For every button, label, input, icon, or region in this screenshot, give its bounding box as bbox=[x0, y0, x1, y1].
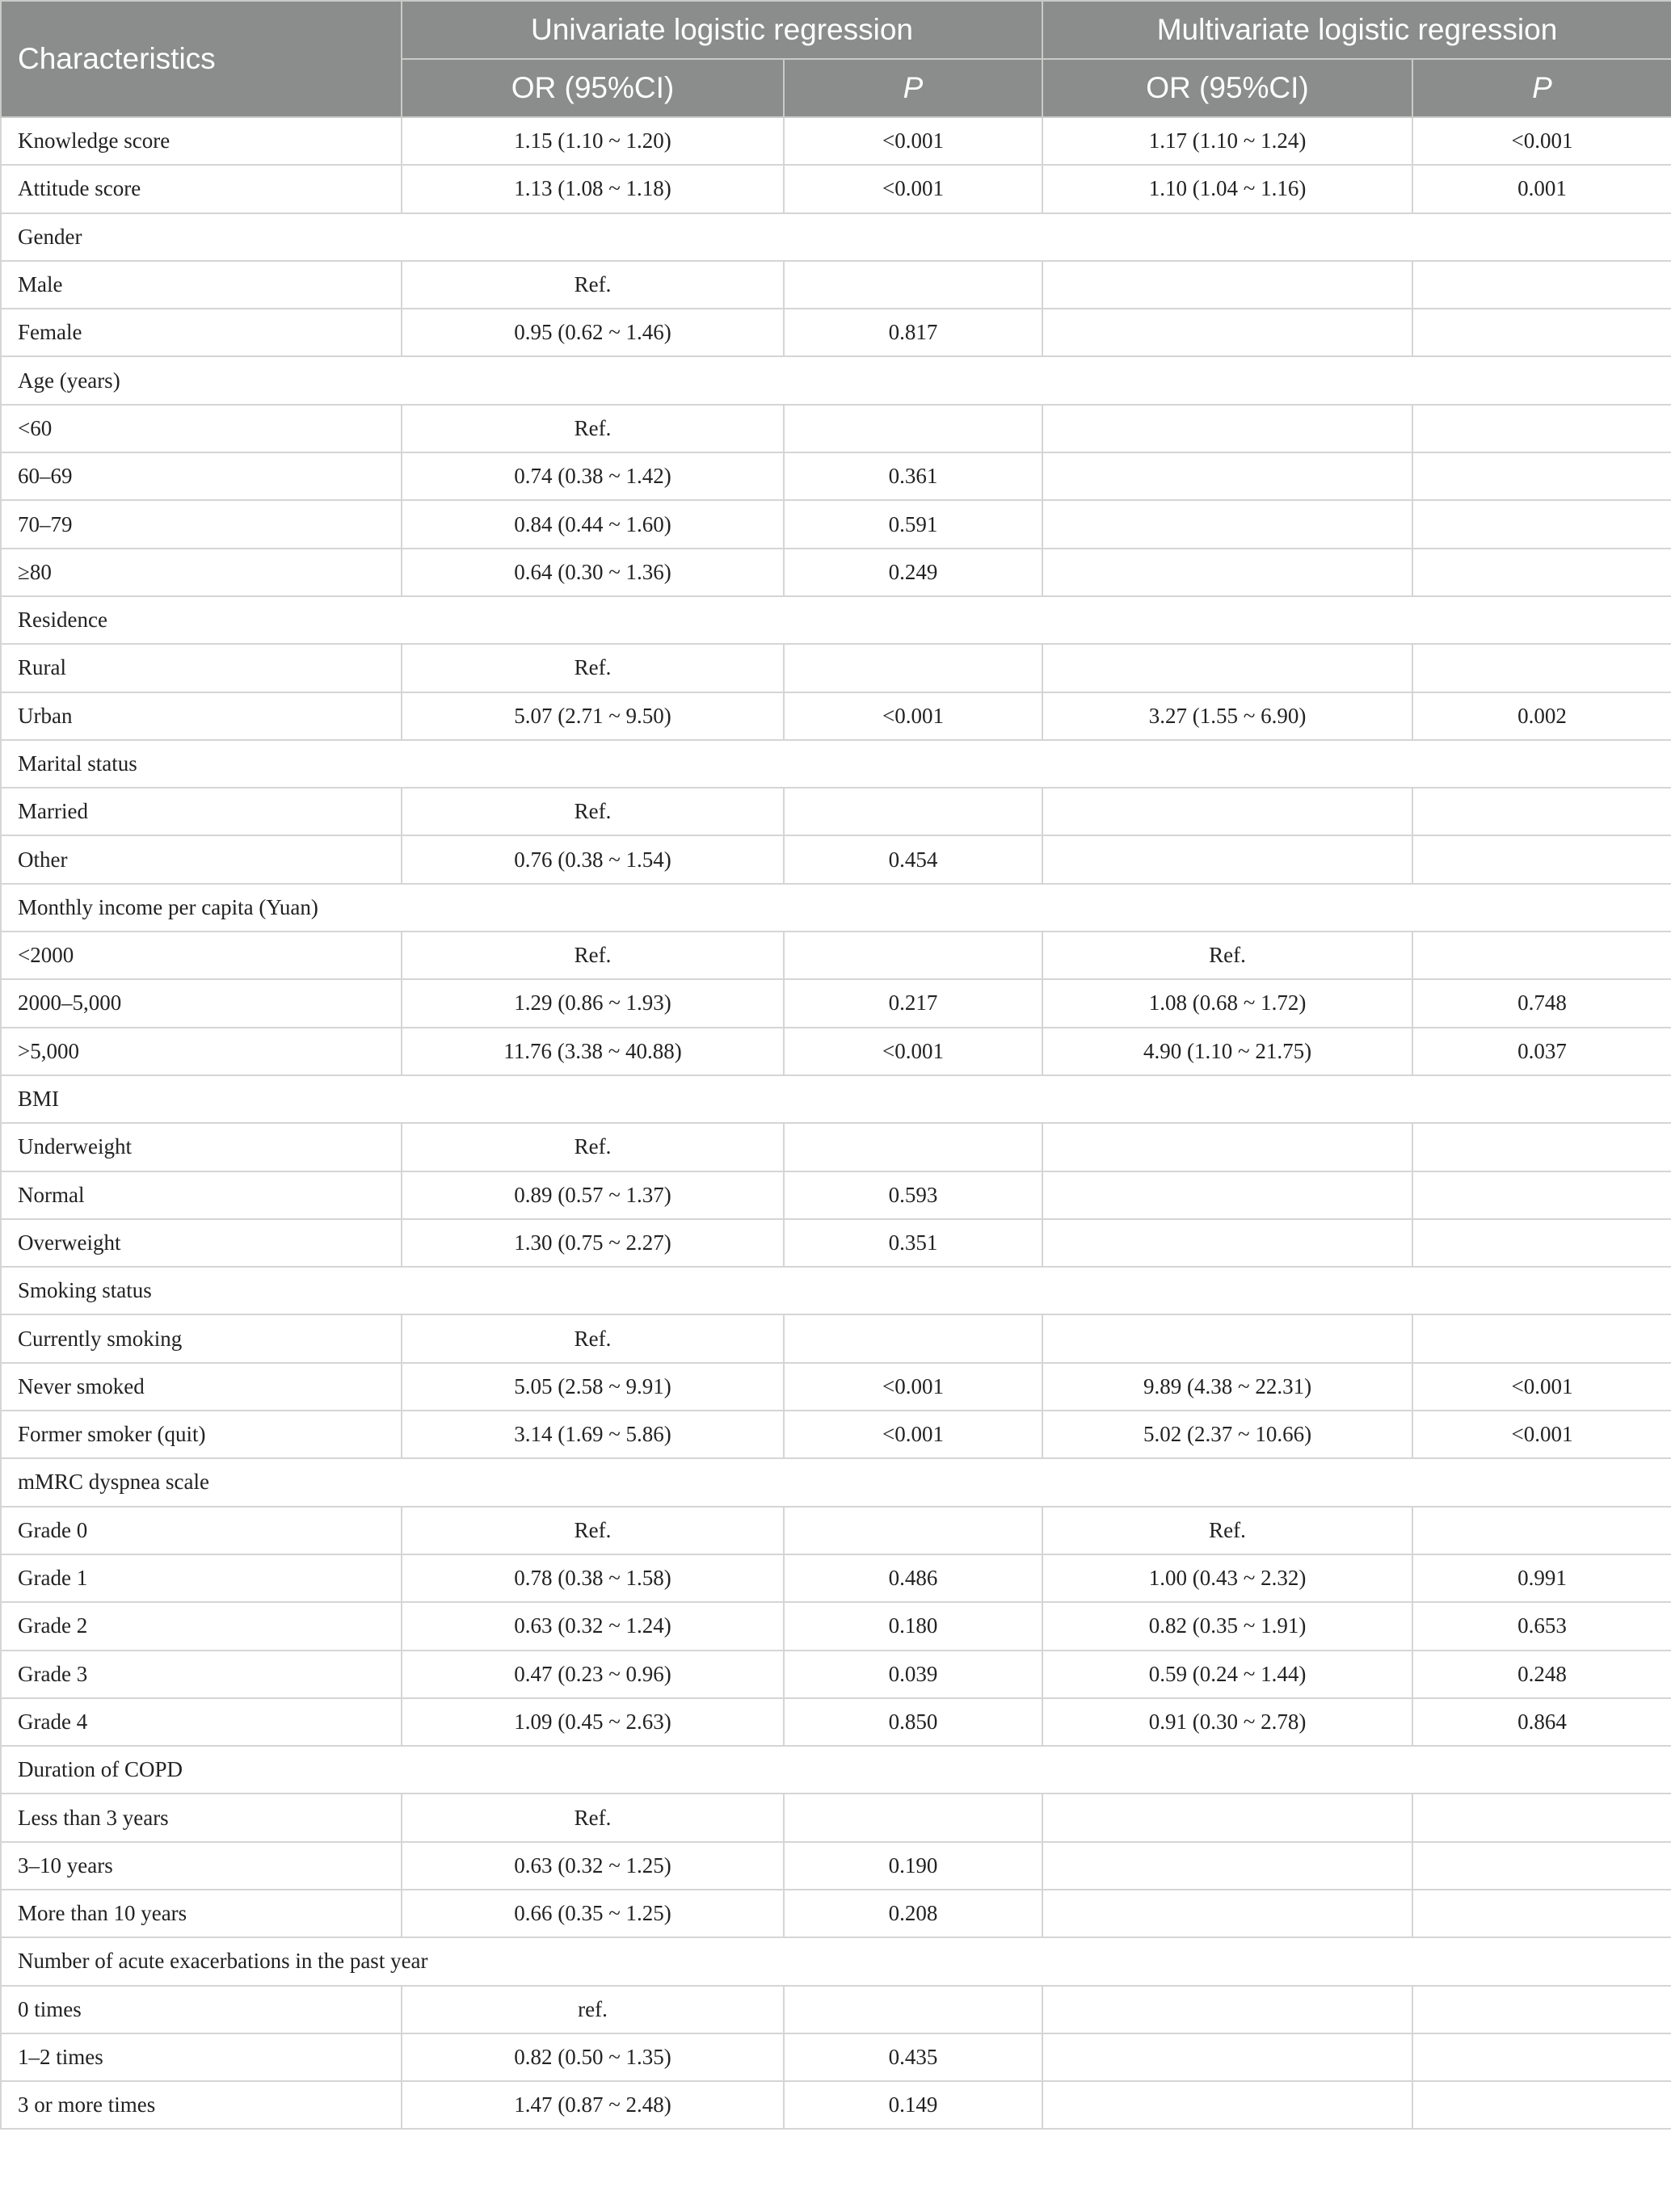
univariate-or-cell: 11.76 (3.38 ~ 40.88) bbox=[402, 1028, 784, 1075]
header-multivariate: Multivariate logistic regression bbox=[1042, 1, 1671, 59]
multivariate-p-cell bbox=[1412, 2033, 1671, 2081]
univariate-or-cell: 0.66 (0.35 ~ 1.25) bbox=[402, 1890, 784, 1937]
multivariate-or-cell bbox=[1042, 788, 1412, 835]
multivariate-or-cell: 3.27 (1.55 ~ 6.90) bbox=[1042, 692, 1412, 740]
multivariate-or-cell bbox=[1042, 835, 1412, 883]
row-label: Less than 3 years bbox=[1, 1794, 402, 1841]
multivariate-p-cell bbox=[1412, 1219, 1671, 1267]
univariate-or-cell: Ref. bbox=[402, 788, 784, 835]
section-row bbox=[1, 1075, 1671, 1123]
table-row bbox=[1, 452, 1671, 500]
univariate-or-cell: 1.29 (0.86 ~ 1.93) bbox=[402, 979, 784, 1027]
multivariate-p-cell bbox=[1412, 309, 1671, 356]
univariate-or-cell: 0.63 (0.32 ~ 1.24) bbox=[402, 1602, 784, 1650]
multivariate-or-cell: 1.10 (1.04 ~ 1.16) bbox=[1042, 165, 1412, 212]
multivariate-or-cell bbox=[1042, 644, 1412, 692]
row-label: Attitude score bbox=[1, 165, 402, 212]
multivariate-or-cell bbox=[1042, 452, 1412, 500]
multivariate-or-cell bbox=[1042, 549, 1412, 596]
multivariate-p-cell: <0.001 bbox=[1412, 1411, 1671, 1458]
multivariate-p-cell bbox=[1412, 1123, 1671, 1171]
header-univariate: Univariate logistic regression bbox=[402, 1, 1042, 59]
univariate-or-cell: 1.30 (0.75 ~ 2.27) bbox=[402, 1219, 784, 1267]
table-row bbox=[1, 692, 1671, 740]
section-row bbox=[1, 213, 1671, 261]
multivariate-or-cell bbox=[1042, 1314, 1412, 1362]
univariate-p-cell: 0.454 bbox=[784, 835, 1042, 883]
header-multivariate-p: P bbox=[1412, 59, 1671, 117]
table-row bbox=[1, 788, 1671, 835]
univariate-or-cell: ref. bbox=[402, 1986, 784, 2033]
univariate-p-cell: <0.001 bbox=[784, 1363, 1042, 1411]
row-label: Knowledge score bbox=[1, 117, 402, 165]
multivariate-p-cell: 0.748 bbox=[1412, 979, 1671, 1027]
row-label: Underweight bbox=[1, 1123, 402, 1171]
multivariate-or-cell bbox=[1042, 261, 1412, 309]
table-row bbox=[1, 1890, 1671, 1937]
multivariate-p-cell bbox=[1412, 1842, 1671, 1890]
row-label: Former smoker (quit) bbox=[1, 1411, 402, 1458]
multivariate-or-cell bbox=[1042, 1986, 1412, 2033]
section-row bbox=[1, 740, 1671, 788]
univariate-p-cell bbox=[784, 261, 1042, 309]
header-row-groups bbox=[1, 1, 1671, 59]
table-row bbox=[1, 1986, 1671, 2033]
univariate-or-cell: 0.82 (0.50 ~ 1.35) bbox=[402, 2033, 784, 2081]
table-row bbox=[1, 405, 1671, 452]
table-row bbox=[1, 2081, 1671, 2129]
multivariate-or-cell bbox=[1042, 405, 1412, 452]
row-label: Grade 2 bbox=[1, 1602, 402, 1650]
row-label: <2000 bbox=[1, 931, 402, 979]
table-row bbox=[1, 1794, 1671, 1841]
multivariate-or-cell: 0.91 (0.30 ~ 2.78) bbox=[1042, 1698, 1412, 1746]
table-row bbox=[1, 835, 1671, 883]
multivariate-p-cell bbox=[1412, 1171, 1671, 1219]
multivariate-p-cell bbox=[1412, 2081, 1671, 2129]
univariate-p-cell: <0.001 bbox=[784, 117, 1042, 165]
section-label: Gender bbox=[1, 213, 1671, 261]
row-label: Married bbox=[1, 788, 402, 835]
row-label: Rural bbox=[1, 644, 402, 692]
section-row bbox=[1, 1937, 1671, 1985]
table-row bbox=[1, 2033, 1671, 2081]
table-row bbox=[1, 1411, 1671, 1458]
section-row bbox=[1, 356, 1671, 404]
univariate-p-cell: <0.001 bbox=[784, 692, 1042, 740]
multivariate-p-cell: 0.037 bbox=[1412, 1028, 1671, 1075]
univariate-or-cell: 0.84 (0.44 ~ 1.60) bbox=[402, 500, 784, 548]
univariate-p-cell: 0.208 bbox=[784, 1890, 1042, 1937]
multivariate-p-cell bbox=[1412, 1794, 1671, 1841]
univariate-or-cell: Ref. bbox=[402, 405, 784, 452]
row-label: 3 or more times bbox=[1, 2081, 402, 2129]
table-row bbox=[1, 1651, 1671, 1698]
univariate-or-cell: 5.07 (2.71 ~ 9.50) bbox=[402, 692, 784, 740]
row-label: >5,000 bbox=[1, 1028, 402, 1075]
multivariate-p-cell: 0.864 bbox=[1412, 1698, 1671, 1746]
table-row bbox=[1, 165, 1671, 212]
univariate-p-cell bbox=[784, 1507, 1042, 1554]
univariate-or-cell: Ref. bbox=[402, 1507, 784, 1554]
univariate-or-cell: 0.47 (0.23 ~ 0.96) bbox=[402, 1651, 784, 1698]
table-row bbox=[1, 644, 1671, 692]
row-label: Never smoked bbox=[1, 1363, 402, 1411]
table-row bbox=[1, 309, 1671, 356]
multivariate-p-cell bbox=[1412, 405, 1671, 452]
multivariate-or-cell bbox=[1042, 500, 1412, 548]
multivariate-p-cell bbox=[1412, 835, 1671, 883]
section-label: Duration of COPD bbox=[1, 1746, 1671, 1794]
univariate-p-cell: 0.591 bbox=[784, 500, 1042, 548]
table-row bbox=[1, 1842, 1671, 1890]
multivariate-p-cell bbox=[1412, 644, 1671, 692]
univariate-or-cell: 3.14 (1.69 ~ 5.86) bbox=[402, 1411, 784, 1458]
header-univariate-or: OR (95%CI) bbox=[402, 59, 784, 117]
univariate-p-cell: 0.486 bbox=[784, 1554, 1042, 1602]
univariate-p-cell: <0.001 bbox=[784, 165, 1042, 212]
univariate-or-cell: Ref. bbox=[402, 1794, 784, 1841]
row-label: 3–10 years bbox=[1, 1842, 402, 1890]
univariate-p-cell bbox=[784, 644, 1042, 692]
multivariate-p-cell bbox=[1412, 500, 1671, 548]
multivariate-p-cell: 0.653 bbox=[1412, 1602, 1671, 1650]
multivariate-or-cell bbox=[1042, 2033, 1412, 2081]
multivariate-p-cell: 0.002 bbox=[1412, 692, 1671, 740]
multivariate-p-cell bbox=[1412, 452, 1671, 500]
multivariate-or-cell bbox=[1042, 2081, 1412, 2129]
univariate-or-cell: 5.05 (2.58 ~ 9.91) bbox=[402, 1363, 784, 1411]
multivariate-or-cell: Ref. bbox=[1042, 931, 1412, 979]
row-label: Urban bbox=[1, 692, 402, 740]
table-row bbox=[1, 1507, 1671, 1554]
multivariate-or-cell: Ref. bbox=[1042, 1507, 1412, 1554]
univariate-or-cell: Ref. bbox=[402, 261, 784, 309]
table-row bbox=[1, 1363, 1671, 1411]
univariate-p-cell bbox=[784, 788, 1042, 835]
univariate-p-cell bbox=[784, 1123, 1042, 1171]
section-label: Residence bbox=[1, 596, 1671, 644]
multivariate-or-cell: 0.59 (0.24 ~ 1.44) bbox=[1042, 1651, 1412, 1698]
header-characteristics: Characteristics bbox=[1, 1, 402, 117]
table-header bbox=[1, 1, 1671, 117]
section-row bbox=[1, 596, 1671, 644]
section-row bbox=[1, 1746, 1671, 1794]
univariate-or-cell: Ref. bbox=[402, 1314, 784, 1362]
univariate-or-cell: 0.95 (0.62 ~ 1.46) bbox=[402, 309, 784, 356]
multivariate-or-cell: 4.90 (1.10 ~ 21.75) bbox=[1042, 1028, 1412, 1075]
multivariate-p-cell: 0.248 bbox=[1412, 1651, 1671, 1698]
section-label: mMRC dyspnea scale bbox=[1, 1458, 1671, 1506]
multivariate-p-cell: 0.991 bbox=[1412, 1554, 1671, 1602]
univariate-p-cell: <0.001 bbox=[784, 1028, 1042, 1075]
table-row bbox=[1, 1171, 1671, 1219]
row-label: 60–69 bbox=[1, 452, 402, 500]
row-label: <60 bbox=[1, 405, 402, 452]
multivariate-or-cell bbox=[1042, 309, 1412, 356]
univariate-or-cell: 1.09 (0.45 ~ 2.63) bbox=[402, 1698, 784, 1746]
univariate-or-cell: 0.63 (0.32 ~ 1.25) bbox=[402, 1842, 784, 1890]
multivariate-p-cell bbox=[1412, 1314, 1671, 1362]
multivariate-p-cell bbox=[1412, 931, 1671, 979]
univariate-p-cell: 0.361 bbox=[784, 452, 1042, 500]
row-label: Other bbox=[1, 835, 402, 883]
univariate-or-cell: 0.74 (0.38 ~ 1.42) bbox=[402, 452, 784, 500]
multivariate-p-cell bbox=[1412, 1890, 1671, 1937]
univariate-or-cell: 1.13 (1.08 ~ 1.18) bbox=[402, 165, 784, 212]
univariate-p-cell bbox=[784, 405, 1042, 452]
row-label: Overweight bbox=[1, 1219, 402, 1267]
table-row bbox=[1, 117, 1671, 165]
table-row bbox=[1, 1554, 1671, 1602]
table-body bbox=[1, 117, 1671, 2129]
row-label: Male bbox=[1, 261, 402, 309]
section-label: BMI bbox=[1, 1075, 1671, 1123]
univariate-or-cell: 0.89 (0.57 ~ 1.37) bbox=[402, 1171, 784, 1219]
multivariate-p-cell bbox=[1412, 1507, 1671, 1554]
univariate-p-cell: 0.039 bbox=[784, 1651, 1042, 1698]
multivariate-or-cell bbox=[1042, 1219, 1412, 1267]
multivariate-or-cell bbox=[1042, 1842, 1412, 1890]
section-label: Smoking status bbox=[1, 1267, 1671, 1314]
row-label: Grade 0 bbox=[1, 1507, 402, 1554]
univariate-or-cell: 1.47 (0.87 ~ 2.48) bbox=[402, 2081, 784, 2129]
row-label: Female bbox=[1, 309, 402, 356]
section-label: Monthly income per capita (Yuan) bbox=[1, 884, 1671, 931]
multivariate-or-cell: 1.17 (1.10 ~ 1.24) bbox=[1042, 117, 1412, 165]
univariate-or-cell: 0.76 (0.38 ~ 1.54) bbox=[402, 835, 784, 883]
univariate-p-cell bbox=[784, 1794, 1042, 1841]
row-label: Currently smoking bbox=[1, 1314, 402, 1362]
table-row bbox=[1, 549, 1671, 596]
multivariate-or-cell: 1.08 (0.68 ~ 1.72) bbox=[1042, 979, 1412, 1027]
multivariate-p-cell: <0.001 bbox=[1412, 117, 1671, 165]
univariate-or-cell: Ref. bbox=[402, 931, 784, 979]
table-row bbox=[1, 931, 1671, 979]
univariate-p-cell: 0.217 bbox=[784, 979, 1042, 1027]
multivariate-or-cell: 5.02 (2.37 ~ 10.66) bbox=[1042, 1411, 1412, 1458]
multivariate-or-cell: 1.00 (0.43 ~ 2.32) bbox=[1042, 1554, 1412, 1602]
univariate-or-cell: Ref. bbox=[402, 1123, 784, 1171]
univariate-p-cell bbox=[784, 1986, 1042, 2033]
multivariate-p-cell: 0.001 bbox=[1412, 165, 1671, 212]
table-row bbox=[1, 1602, 1671, 1650]
row-label: 0 times bbox=[1, 1986, 402, 2033]
univariate-p-cell: 0.149 bbox=[784, 2081, 1042, 2129]
univariate-or-cell: 1.15 (1.10 ~ 1.20) bbox=[402, 117, 784, 165]
row-label: Grade 3 bbox=[1, 1651, 402, 1698]
table-row bbox=[1, 261, 1671, 309]
row-label: 2000–5,000 bbox=[1, 979, 402, 1027]
row-label: Grade 1 bbox=[1, 1554, 402, 1602]
table-row bbox=[1, 500, 1671, 548]
row-label: Grade 4 bbox=[1, 1698, 402, 1746]
row-label: Normal bbox=[1, 1171, 402, 1219]
univariate-p-cell: 0.249 bbox=[784, 549, 1042, 596]
section-row bbox=[1, 1267, 1671, 1314]
table-row bbox=[1, 979, 1671, 1027]
multivariate-p-cell bbox=[1412, 549, 1671, 596]
multivariate-or-cell bbox=[1042, 1890, 1412, 1937]
univariate-p-cell: 0.180 bbox=[784, 1602, 1042, 1650]
table-row bbox=[1, 1219, 1671, 1267]
table-row bbox=[1, 1123, 1671, 1171]
section-label: Age (years) bbox=[1, 356, 1671, 404]
table-row bbox=[1, 1314, 1671, 1362]
multivariate-p-cell bbox=[1412, 788, 1671, 835]
univariate-or-cell: 0.64 (0.30 ~ 1.36) bbox=[402, 549, 784, 596]
univariate-p-cell: 0.593 bbox=[784, 1171, 1042, 1219]
univariate-p-cell: 0.435 bbox=[784, 2033, 1042, 2081]
multivariate-p-cell bbox=[1412, 261, 1671, 309]
univariate-p-cell: 0.351 bbox=[784, 1219, 1042, 1267]
univariate-p-cell: 0.817 bbox=[784, 309, 1042, 356]
section-row bbox=[1, 884, 1671, 931]
multivariate-or-cell bbox=[1042, 1171, 1412, 1219]
header-univariate-p: P bbox=[784, 59, 1042, 117]
multivariate-p-cell bbox=[1412, 1986, 1671, 2033]
row-label: More than 10 years bbox=[1, 1890, 402, 1937]
multivariate-p-cell: <0.001 bbox=[1412, 1363, 1671, 1411]
section-label: Marital status bbox=[1, 740, 1671, 788]
univariate-p-cell bbox=[784, 931, 1042, 979]
univariate-p-cell: 0.850 bbox=[784, 1698, 1042, 1746]
univariate-p-cell bbox=[784, 1314, 1042, 1362]
multivariate-or-cell: 0.82 (0.35 ~ 1.91) bbox=[1042, 1602, 1412, 1650]
section-row bbox=[1, 1458, 1671, 1506]
section-label: Number of acute exacerbations in the past year bbox=[1, 1937, 1671, 1985]
table-row bbox=[1, 1698, 1671, 1746]
row-label: ≥80 bbox=[1, 549, 402, 596]
header-multivariate-or: OR (95%CI) bbox=[1042, 59, 1412, 117]
univariate-p-cell: 0.190 bbox=[784, 1842, 1042, 1890]
multivariate-or-cell bbox=[1042, 1794, 1412, 1841]
univariate-or-cell: 0.78 (0.38 ~ 1.58) bbox=[402, 1554, 784, 1602]
multivariate-or-cell: 9.89 (4.38 ~ 22.31) bbox=[1042, 1363, 1412, 1411]
multivariate-or-cell bbox=[1042, 1123, 1412, 1171]
univariate-p-cell: <0.001 bbox=[784, 1411, 1042, 1458]
row-label: 1–2 times bbox=[1, 2033, 402, 2081]
row-label: 70–79 bbox=[1, 500, 402, 548]
table-row bbox=[1, 1028, 1671, 1075]
univariate-or-cell: Ref. bbox=[402, 644, 784, 692]
